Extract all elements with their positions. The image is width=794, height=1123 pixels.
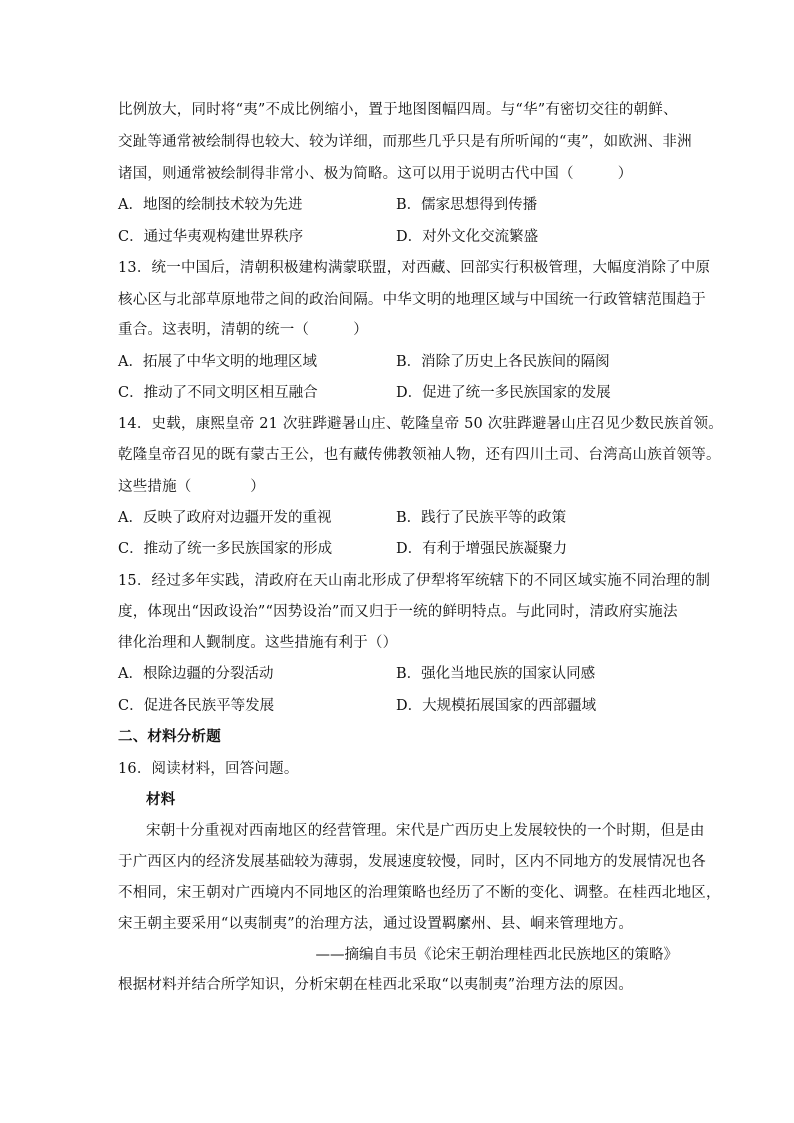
q15-option-a: A．根除边疆的分裂活动 (118, 666, 274, 682)
q14-option-d: D．有利于增强民族凝聚力 (396, 541, 568, 557)
q12-line-1: 比例放大，同时将“夷”不成比例缩小，置于地图图幅四周。与“华”有密切交往的朝鲜、 (118, 102, 678, 118)
material-line-4: 宋王朝主要采用“以夷制夷”的治理方法，通过设置羁縻州、县、峒来管理地方。 (118, 916, 634, 932)
q13-line-1: 13．统一中国后，清朝积极建构满蒙联盟，对西藏、回部实行积极管理，大幅度消除了中原 (118, 260, 711, 276)
q14-option-c: C．推动了统一多民族国家的形成 (118, 541, 333, 557)
q13-option-c: C．推动了不同文明区相互融合 (118, 385, 318, 401)
q15-line-3: 律化治理和人觐制度。这些措施有利于（） (118, 635, 398, 651)
q14-option-b: B．践行了民族平等的政策 (396, 510, 567, 526)
section-heading: 二、材料分析题 (118, 728, 221, 745)
q13-option-b: B．消除了历史上各民族间的隔阂 (396, 354, 610, 370)
q15-line-2: 度，体现出“因政设治”“因势设治”而又归于一统的鲜明特点。与此同时，清政府实施法 (118, 604, 678, 620)
q15-option-d: D．大规模拓展国家的西部疆域 (396, 698, 597, 714)
q16-question: 根据材料并结合所学知识，分析宋朝在桂西北采取“以夷制夷”治理方法的原因。 (118, 977, 634, 993)
q12-option-c: C．通过华夷观构建世界秩序 (118, 229, 304, 245)
material-line-1: 宋朝十分重视对西南地区的经营管理。宋代是广西历史上发展较快的一个时期，但是由 (146, 823, 705, 839)
material-source: ——摘编自韦员《论宋王朝治理桂西北民族地区的策略》 (315, 947, 678, 963)
q12-option-b: B．儒家思想得到传播 (396, 197, 538, 213)
q16-intro: 16．阅读材料，回答问题。 (118, 761, 299, 777)
q13-line-3: 重合。这表明，清朝的统一（ ） (118, 322, 368, 338)
q14-line-2: 乾隆皇帝召见的既有蒙古王公，也有藏传佛教领袖人物，还有四川土司、台湾高山族首领等。 (118, 447, 721, 463)
material-line-2: 于广西区内的经济发展基础较为薄弱，发展速度较慢，同时，区内不同地方的发展情况也各 (118, 854, 706, 870)
q13-option-d: D．促进了统一多民族国家的发展 (396, 385, 611, 401)
q15-line-1: 15．经过多年实践，清政府在天山南北形成了伊犁将军统辖下的不同区域实施不同治理的制 (118, 573, 711, 589)
q15-option-c: C．促进各民族平等发展 (118, 698, 275, 714)
q15-option-b: B．强化当地民族的国家认同感 (396, 666, 596, 682)
q14-line-3: 这些措施（ ） (118, 479, 265, 495)
q13-option-a: A．拓展了中华文明的地理区域 (118, 354, 317, 370)
material-line-3: 不相同，宋王朝对广西境内不同地区的治理策略也经历了不断的变化、调整。在桂西北地区， (118, 885, 721, 901)
q12-line-2: 交趾等通常被绘制得也较大、较为详细，而那些几乎只是有所听闻的“夷”，如欧洲、非洲 (118, 134, 692, 150)
q14-line-1: 14．史载，康熙皇帝 21 次驻跸避暑山庄、乾隆皇帝 50 次驻跸避暑山庄召见少数民族首领。 (118, 416, 723, 432)
q14-option-a: A．反映了政府对边疆开发的重视 (118, 510, 332, 526)
q12-option-d: D．对外文化交流繁盛 (396, 229, 539, 245)
material-label: 材料 (146, 791, 176, 808)
q13-line-2: 核心区与北部草原地带之间的政治间隔。中华文明的地理区域与中国统一行政管辖范围趋于 (118, 292, 706, 308)
q12-option-a: A．地图的绘制技术较为先进 (118, 197, 303, 213)
q12-line-3: 诸国，则通常被绘制得非常小、极为简略。这可以用于说明古代中国（ ） (118, 166, 633, 182)
